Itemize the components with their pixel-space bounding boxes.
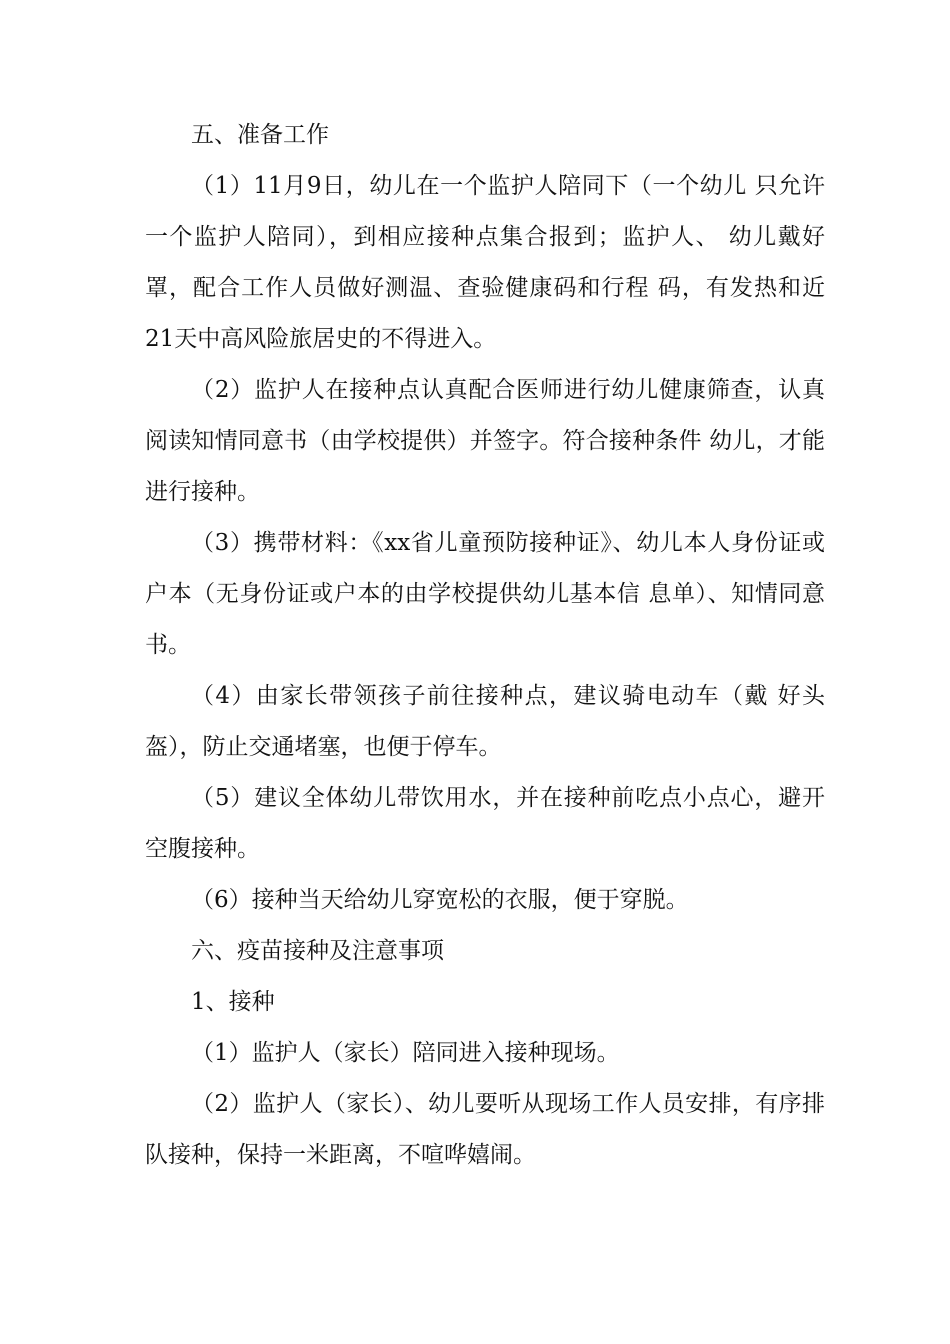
paragraph-item-1: （1）11月9日，幼儿在一个监护人陪同下（一个幼儿 只允许一个监护人陪同），到相应接种点集合报到；监护人、 幼儿戴好罩，配合工作人员做好测温、查验健康码和行程 码，有发热和近21天中高风险旅居史的不得进入。: [145, 173, 825, 352]
paragraph-item-3: （3）携带材料：《xx省儿童预防接种证》、幼儿本人身份证或户本（无身份证或户本的由学校提供幼儿基本信 息单）、知情同意书。: [145, 530, 825, 658]
section-heading-vaccination: 六、疫苗接种及注意事项: [191, 938, 444, 964]
paragraph-item-5: （5）建议全体幼儿带饮用水，并在接种前吃点小点心，避开空腹接种。: [145, 785, 825, 862]
paragraph-item-2: （2）监护人在接种点认真配合医师进行幼儿健康筛查，认真阅读知情同意书（由学校提供）并签字。符合接种条件 幼儿，才能进行接种。: [145, 377, 825, 505]
document-body: [145, 110, 825, 1181]
paragraph-item-4: （4）由家长带领孩子前往接种点，建议骑电动车（戴 好头盔），防止交通堵塞，也便于停车。: [145, 683, 825, 760]
paragraph-item-6: （6）接种当天给幼儿穿宽松的衣服，便于穿脱。: [191, 887, 689, 913]
section-heading-preparation: 五、准备工作: [191, 122, 329, 148]
paragraph-vaccination-item-2: （2）监护人（家长）、幼儿要听从现场工作人员安排，有序排队接种，保持一米距离，不喧哗嬉闹。: [145, 1091, 825, 1168]
subsection-heading-vaccination: 1、接种: [191, 989, 275, 1015]
paragraph-vaccination-item-1: （1）监护人（家长）陪同进入接种现场。: [191, 1040, 620, 1066]
